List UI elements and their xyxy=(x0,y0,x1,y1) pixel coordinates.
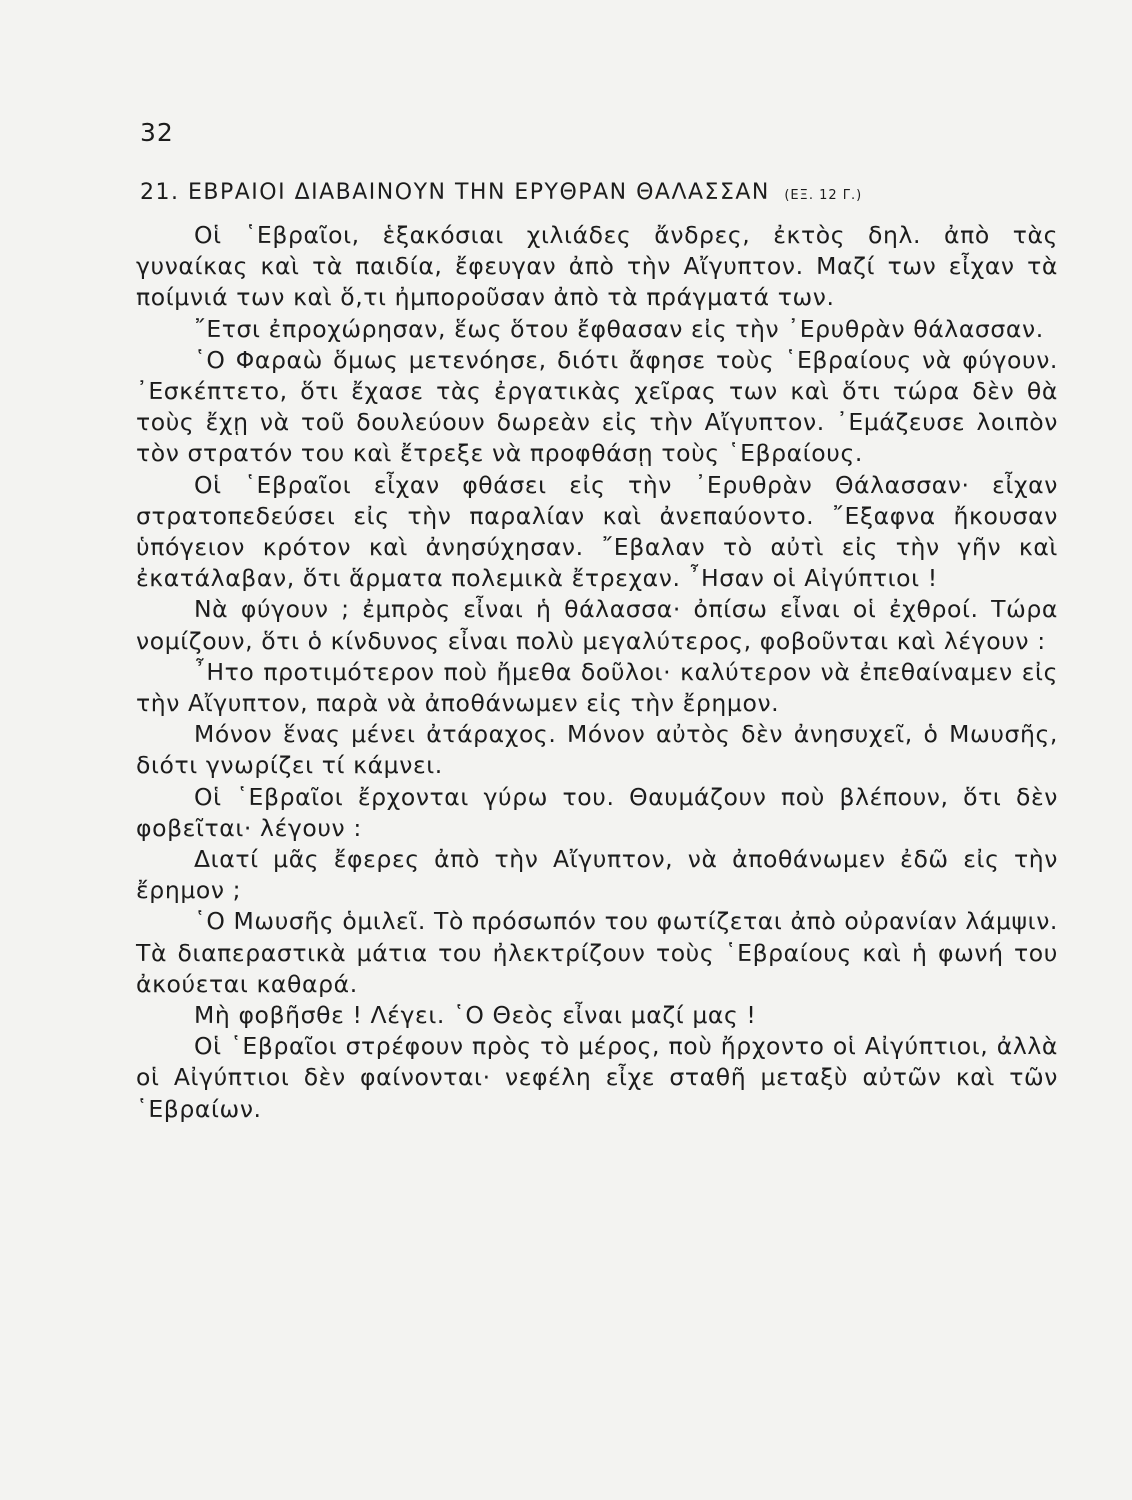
paragraph: ῏Ητο προτιμότερον ποὺ ἤμεθα δοῦλοι· καλύτερον νὰ ἐπεθαίναμεν εἰς τὴν Αἴγυπτον, παρὰ νὰ ἀποθάνωμεν εἰς τὴν ἔρημον. xyxy=(136,657,1058,718)
paragraph: ῎Ετσι ἐπροχώρησαν, ἕως ὅτου ἔφθασαν εἰς τὴν ᾿Ερυθρὰν θάλασσαν. xyxy=(194,314,1044,343)
paragraph: Οἱ ῾Εβραῖοι στρέφουν πρὸς τὸ μέρος, ποὺ ἤρχοντο οἱ Αἰγύπτιοι, ἀλλὰ οἱ Αἰγύπτιοι δὲν φαίνονται· νεφέλη εἶχε σταθῆ μεταξὺ αὐτῶν καὶ τῶν ῾Εβραίων. xyxy=(136,1032,1058,1123)
paragraph: Διατί μᾶς ἔφερες ἀπὸ τὴν Αἴγυπτον, νὰ ἀποθάνωμεν ἐδῶ εἰς τὴν ἔρημον ; xyxy=(136,845,1058,905)
chapter-heading xyxy=(140,180,1080,205)
body-text xyxy=(136,220,1058,1125)
page-number: 32 xyxy=(140,118,174,147)
chapter-title: 21. ΕΒΡΑΙΟΙ ΔΙΑΒΑΙΝΟΥΝ ΤΗΝ ΕΡΥΘΡΑΝ ΘΑΛΑΣΣΑΝ xyxy=(140,180,770,205)
paragraph: ῾Ο Μωυσῆς ὁμιλεῖ. Τὸ πρόσωπόν του φωτίζεται ἀπὸ οὐρανίαν λάμψιν. Τὰ διαπεραστικὰ μάτια του ἠλεκτρίζουν τοὺς ῾Εβραίους καὶ ἡ φωνή του ἀκούεται καθαρά. xyxy=(136,907,1058,998)
scripture-reference: (ΕΞ. 12 Γ.) xyxy=(784,188,863,203)
paragraph: Οἱ ῾Εβραῖοι εἶχαν φθάσει εἰς τὴν ᾿Ερυθρὰν Θάλασσαν· εἶχαν στρατοπεδεύσει εἰς τὴν παραλίαν καὶ ἀνεπαύοντο. ῎Εξαφνα ἤκουσαν ὑπόγειον κρότον καὶ ἀνησύχησαν. ῎Εβαλαν τὸ αὐτὶ εἰς τὴν γῆν καὶ ἐκατάλαβαν, ὅτι ἅρματα πολεμικὰ ἔτρεχαν. ῏Ησαν οἱ Αἰγύπτιοι ! xyxy=(136,470,1058,593)
paragraph: Οἱ ῾Εβραῖοι ἔρχονται γύρω του. Θαυμάζουν ποὺ βλέπουν, ὅτι δὲν φοβεῖται· λέγουν : xyxy=(136,782,1058,842)
paragraph: ῾Ο Φαραὼ ὅμως μετενόησε, διότι ἄφησε τοὺς ῾Εβραίους νὰ φύγουν. ᾿Εσκέπτετο, ὅτι ἔχασε τὰς ἐργατικὰς χεῖρας των καὶ ὅτι τώρα δὲν θὰ τοὺς ἔχῃ νὰ τοῦ δουλεύουν δωρεὰν εἰς τὴν Αἴγυπτον. ᾿Εμάζευσε λοιπὸν τὸν στρατόν του καὶ ἔτρεξε νὰ προφθάσῃ τοὺς ῾Εβραίους. xyxy=(136,345,1058,468)
paragraph: Μόνον ἕνας μένει ἀτάραχος. Μόνον αὐτὸς δὲν ἀνησυχεῖ, ὁ Μωυσῆς, διότι γνωρίζει τί κάμνει. xyxy=(136,720,1058,780)
paragraph: Νὰ φύγουν ; ἐμπρὸς εἶναι ἡ θάλασσα· ὀπίσω εἶναι οἱ ἐχθροί. Τώρα νομίζουν, ὅτι ὁ κίνδυνος εἶναι πολὺ μεγαλύτερος, φοβοῦνται καὶ λέγουν : xyxy=(136,595,1058,655)
paragraph: Οἱ ῾Εβραῖοι, ἑξακόσιαι χιλιάδες ἄνδρες, ἐκτὸς δηλ. ἀπὸ τὰς γυναίκας καὶ τὰ παιδία, ἔφευγαν ἀπὸ τὴν Αἴγυπτον. Μαζί των εἶχαν τὰ ποίμνιά των καὶ ὅ,τι ἠμποροῦσαν ἀπὸ τὰ πράγματά των. xyxy=(136,221,1058,312)
paragraph: Μὴ φοβῆσθε ! Λέγει. ῾Ο Θεὸς εἶναι μαζί μας ! xyxy=(194,1001,757,1030)
